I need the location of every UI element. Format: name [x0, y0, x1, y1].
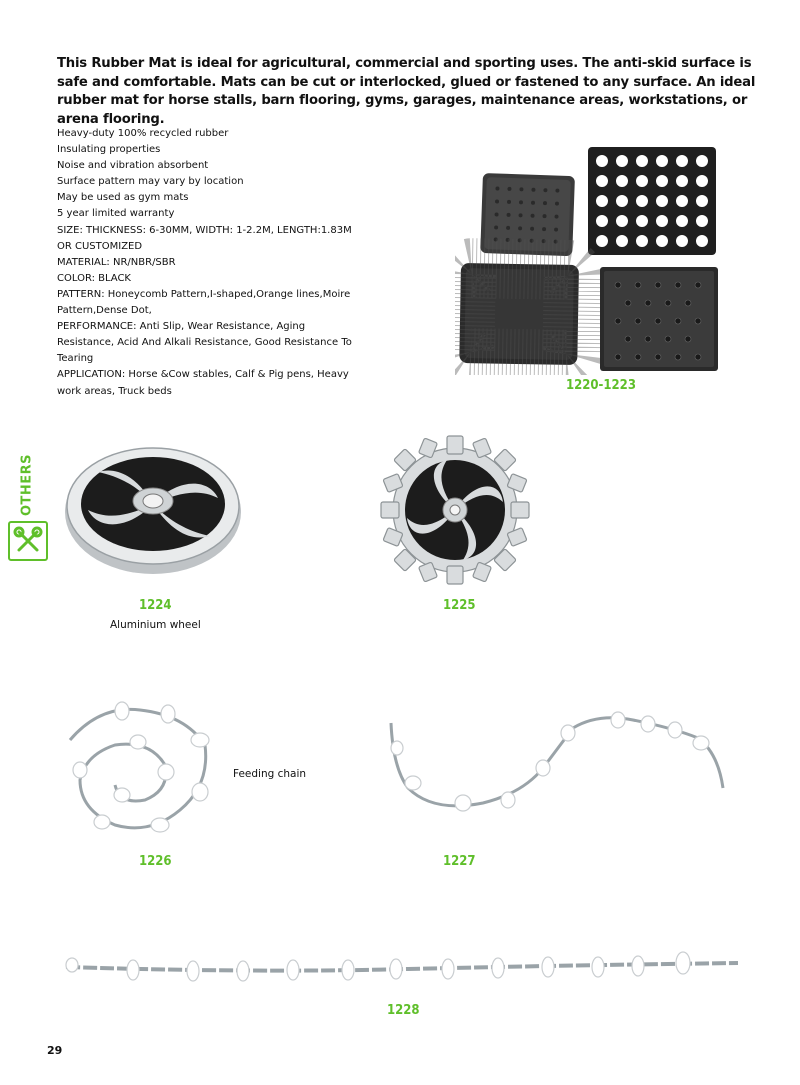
spec-item: 5 year limited warranty	[57, 208, 175, 220]
intro-paragraph: This Rubber Mat is ideal for agricultural, commercial and sporting uses. The anti-skid surface is safe and comfortable. Mats can be cut or interlocked, glued or fastened to any surface. An ideal rubber mat for horse stalls, barn flooring, gyms, garages, maintenance areas, workstations, or arena flooring.	[57, 56, 756, 127]
spec-item: MATERIAL: NR/NBR/SBR	[57, 256, 176, 268]
product-code-1228: 1228	[387, 1003, 420, 1018]
rubber-mats-image	[455, 145, 735, 375]
section-label	[12, 455, 42, 515]
tools-icon	[8, 521, 48, 561]
spec-item: APPLICATION: Horse &Cow stables, Calf & Pig pens, Heavy work areas, Truck beds	[57, 369, 349, 397]
product-code-1220-1223: 1220-1223	[566, 378, 636, 393]
spec-item: Heavy-duty 100% recycled rubber	[57, 128, 229, 139]
product-code-1224: 1224	[139, 598, 172, 613]
spec-item: Surface pattern may vary by location	[57, 176, 244, 188]
spec-item: PATTERN: Honeycomb Pattern,I-shaped,Orange lines,Moire Pattern,Dense Dot,	[57, 288, 351, 317]
spec-list	[57, 126, 357, 400]
caption-1224: Aluminium wheel	[110, 619, 201, 631]
spec-item: PERFORMANCE: Anti Slip, Wear Resistance, Aging Resistance, Acid And Alkali Resistance, Good Resistance To Tearing	[57, 321, 352, 365]
gear-wheel-image	[375, 430, 535, 590]
wavy-chain-image	[383, 708, 743, 838]
spec-item: Noise and vibration absorbent	[57, 160, 209, 172]
product-code-1227: 1227	[443, 854, 476, 869]
aluminium-wheel-image	[58, 438, 248, 578]
product-code-1225: 1225	[443, 598, 476, 613]
spec-item: COLOR: BLACK	[57, 272, 131, 284]
section-label-text: OTHERS	[19, 453, 35, 517]
spec-item: Insulating properties	[57, 144, 161, 156]
spec-item: SIZE: THICKNESS: 6-30MM, WIDTH: 1-2.2M, LENGTH:1.83M OR CUSTOMIZED	[57, 224, 352, 252]
product-code-1226: 1226	[139, 854, 172, 869]
spec-item: May be used as gym mats	[57, 192, 189, 204]
straight-chain-image	[58, 945, 748, 990]
caption-1226: Feeding chain	[233, 768, 307, 780]
coiled-chain-image	[60, 700, 220, 850]
page-number: 29	[47, 1044, 63, 1057]
